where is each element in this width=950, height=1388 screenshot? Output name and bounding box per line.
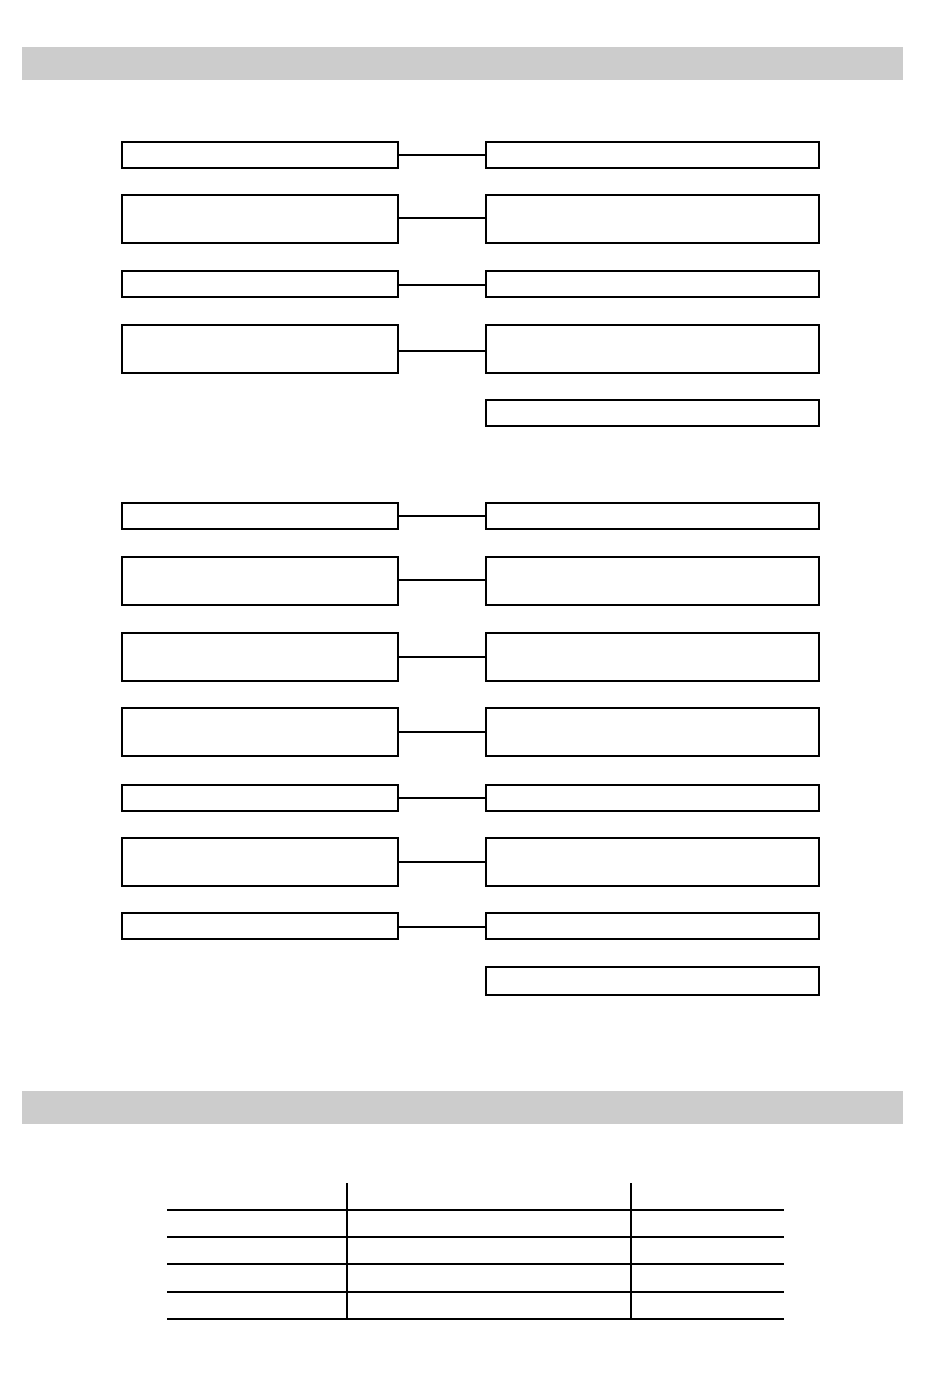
left-box xyxy=(121,912,399,940)
right-box xyxy=(485,324,820,374)
right-box xyxy=(485,270,820,298)
left-box xyxy=(121,784,399,812)
connector-line xyxy=(399,284,486,286)
connector-line xyxy=(399,656,486,658)
left-box xyxy=(121,502,399,530)
connector-line xyxy=(399,217,486,219)
connector-line xyxy=(399,515,486,517)
section-header-bar-2 xyxy=(22,1091,903,1124)
left-box xyxy=(121,324,399,374)
right-box-trailing xyxy=(485,966,820,996)
right-box xyxy=(485,194,820,244)
left-box xyxy=(121,632,399,682)
table-row-divider xyxy=(167,1291,784,1293)
left-box xyxy=(121,270,399,298)
right-box xyxy=(485,502,820,530)
connector-line xyxy=(399,154,486,156)
section-header-bar-1 xyxy=(22,47,903,80)
left-box xyxy=(121,707,399,757)
table-column-divider xyxy=(630,1183,632,1320)
connector-line xyxy=(399,926,486,928)
connector-line xyxy=(399,731,486,733)
right-box xyxy=(485,837,820,887)
table-row-divider xyxy=(167,1263,784,1265)
left-box xyxy=(121,141,399,169)
right-box xyxy=(485,632,820,682)
connector-line xyxy=(399,797,486,799)
table-column-divider xyxy=(346,1183,348,1320)
connector-line xyxy=(399,861,486,863)
right-box-trailing xyxy=(485,399,820,427)
connector-line xyxy=(399,350,486,352)
table-row-divider xyxy=(167,1236,784,1238)
left-box xyxy=(121,837,399,887)
right-box xyxy=(485,784,820,812)
table-bottom-border xyxy=(167,1318,784,1320)
table-row-divider xyxy=(167,1209,784,1211)
left-box xyxy=(121,194,399,244)
right-box xyxy=(485,707,820,757)
right-box xyxy=(485,141,820,169)
connector-line xyxy=(399,579,486,581)
right-box xyxy=(485,556,820,606)
right-box xyxy=(485,912,820,940)
left-box xyxy=(121,556,399,606)
